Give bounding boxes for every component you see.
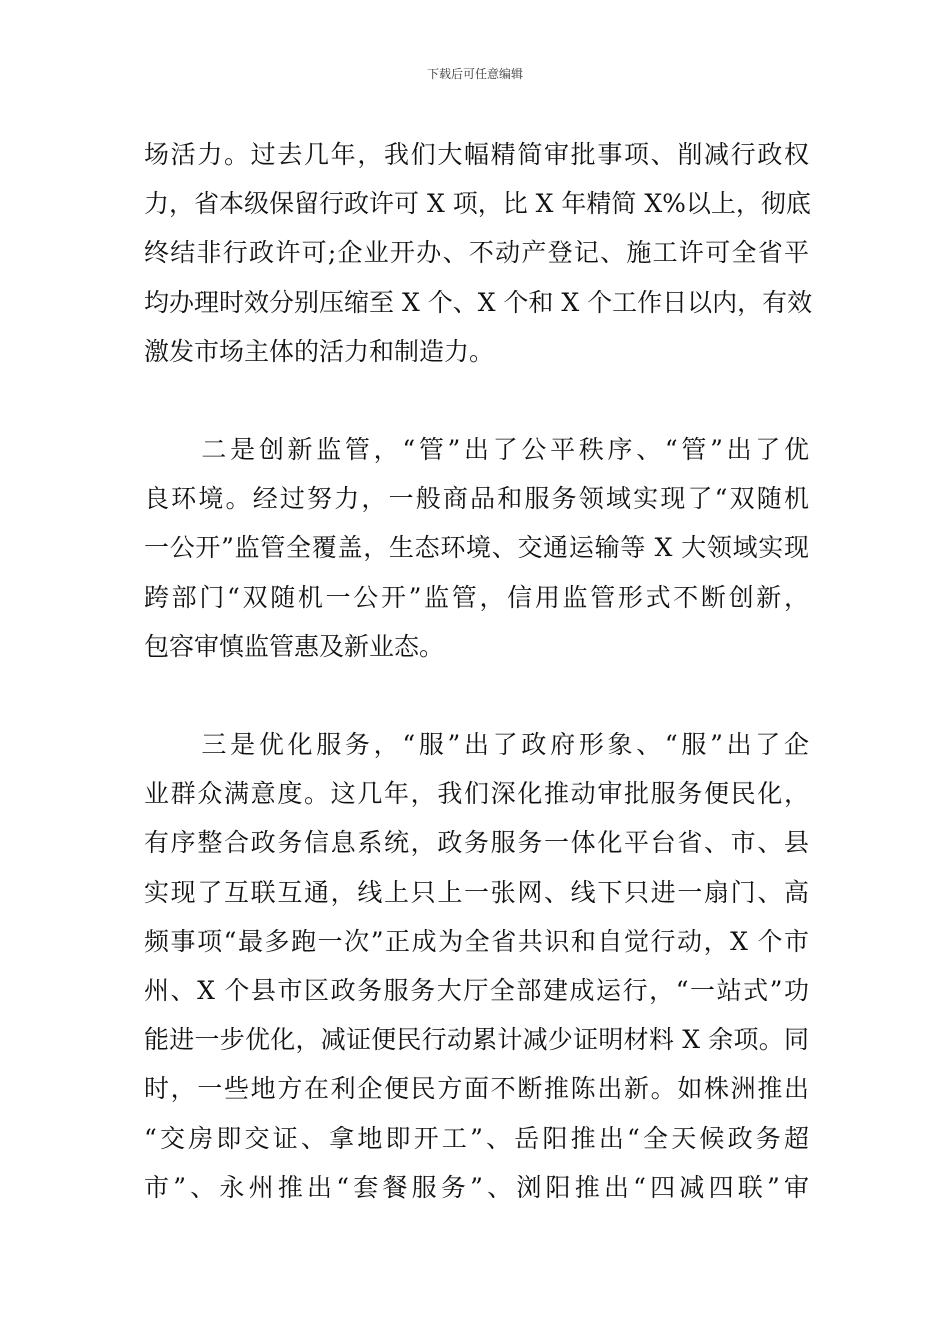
text-line: 业群众满意度。这几年，我们深化推动审批服务便民化， xyxy=(144,779,809,809)
paragraph-3 xyxy=(144,720,809,1212)
text-line: 终结非行政许可;企业开办、不动产登记、施工许可全省平 xyxy=(144,238,809,268)
text-line: 良环境。经过努力，一般商品和服务领域实现了“双随机 xyxy=(144,484,809,514)
text-line: 跨部门“双随机一公开”监管，信用监管形式不断创新， xyxy=(144,582,809,612)
paragraph-2 xyxy=(144,425,809,671)
text-line: 州、X 个县市区政务服务大厅全部建成运行，“一站式”功 xyxy=(144,976,809,1006)
text-line: 有序整合政务信息系统，政务服务一体化平台省、市、县 xyxy=(144,828,809,858)
paragraph-1 xyxy=(144,130,813,376)
text-line: 能进一步优化，减证便民行动累计减少证明材料 X 余项。同 xyxy=(144,1025,809,1055)
text-line: 频事项“最多跑一次”正成为全省共识和自觉行动，X 个市 xyxy=(144,926,809,956)
text-line: 三是优化服务，“服”出了政府形象、“服”出了企 xyxy=(144,730,809,760)
text-line: 力，省本级保留行政许可 X 项，比 X 年精简 X%以上，彻底 xyxy=(144,189,811,219)
text-line: “交房即交证、拿地即开工”、岳阳推出“全天候政务超 xyxy=(144,1123,809,1153)
text-line: 包容审慎监管惠及新业态。 xyxy=(144,631,445,661)
text-line: 激发市场主体的活力和制造力。 xyxy=(144,336,495,366)
text-line: 市”、永州推出“套餐服务”、浏阳推出“四减四联”审 xyxy=(144,1172,809,1202)
text-line: 二是创新监管，“管”出了公平秩序、“管”出了优 xyxy=(144,435,809,465)
text-line: 实现了互联互通，线上只上一张网、线下只进一扇门、高 xyxy=(144,877,809,907)
paragraph-spacer xyxy=(144,671,809,720)
text-line: 时，一些地方在利企便民方面不断推陈出新。如株洲推出 xyxy=(144,1074,809,1104)
paragraph-spacer xyxy=(144,376,809,425)
document-body xyxy=(144,130,813,1212)
text-line: 一公开”监管全覆盖，生态环境、交通运输等 X 大领域实现 xyxy=(144,533,809,563)
page-header: 下载后可任意编辑 xyxy=(426,67,523,81)
text-line: 均办理时效分别压缩至 X 个、X 个和 X 个工作日以内，有效 xyxy=(144,287,813,317)
text-line: 场活力。过去几年，我们大幅精简审批事项、削减行政权 xyxy=(144,140,809,169)
